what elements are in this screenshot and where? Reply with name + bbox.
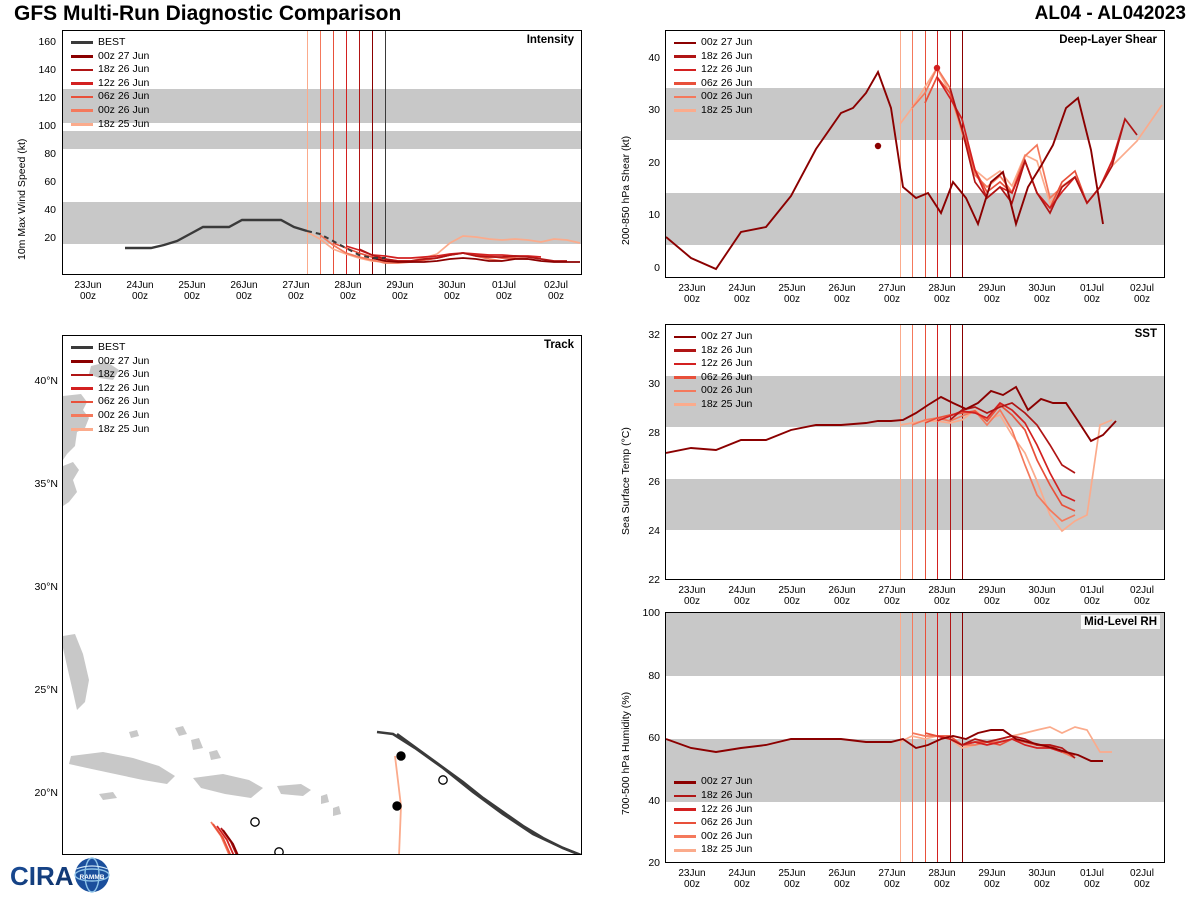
rh-xtick: 28Jun 00z [928,868,956,890]
legend-item [674,830,752,844]
legend-label: 00z 27 Jun [701,36,753,48]
legend-swatch-00z27 [674,42,696,45]
legend-label: 12z 26 Jun [98,381,150,394]
intensity-panel-label: Intensity [524,33,577,47]
legend-item [674,63,752,77]
intensity-xtick: 23Jun 00z [74,280,102,302]
legend-swatch-18z25 [674,109,696,112]
track-ytick: 40°N [34,375,58,387]
legend-swatch-12z26 [71,82,93,85]
intensity-ytick: 120 [38,92,56,104]
rh-xtick: 30Jun 00z [1028,868,1056,890]
intensity-xtick: 24Jun 00z [126,280,154,302]
track-ytick: 35°N [34,478,58,490]
shear-xtick: 24Jun 00z [728,283,756,305]
legend-item [674,50,752,64]
intensity-xtick: 28Jun 00z [334,280,362,302]
series-line-18z26jun [359,249,567,261]
track-panel-label: Track [541,338,577,352]
track-line-12z26jun [217,826,397,855]
legend-label: 18z 25 Jun [701,103,753,116]
legend-label: 00z 26 Jun [98,408,150,421]
shear-legend [674,36,752,118]
legend-label: 12z 26 Jun [701,357,753,370]
sst-xtick: 29Jun 00z [978,585,1006,607]
land-hispaniola [193,774,263,798]
intensity-ytick: 140 [38,64,56,76]
legend-item [674,357,752,371]
shear-ytick: 40 [648,52,660,64]
land-bahamas2 [191,738,203,750]
legend-label: 06z 26 Jun [701,816,753,829]
rh-ytick: 20 [648,857,660,869]
sst-ytick: 22 [648,574,660,586]
shear-xtick: 27Jun 00z [878,283,906,305]
legend-item [71,77,149,91]
legend-item [71,63,149,77]
legend-swatch-00z27 [674,336,696,339]
legend-swatch-18z26 [674,349,696,352]
legend-label: 00z 26 Jun [98,103,150,116]
legend-swatch-00z26 [674,390,696,393]
shear-xtick: 25Jun 00z [778,283,806,305]
rh-xtick: 02Jul 00z [1130,868,1154,890]
legend-label: 00z 27 Jun [98,354,150,367]
marker-12z [275,848,283,855]
legend-label: 00z 27 Jun [701,330,753,342]
legend-label: 06z 26 Jun [98,395,150,408]
legend-label: 00z 26 Jun [701,829,753,842]
track-line-best2 [377,732,582,855]
rh-xtick: 23Jun 00z [678,868,706,890]
shear-panel-label: Deep-Layer Shear [1056,33,1160,47]
series-line-18z25jun [900,727,1112,752]
shear-ytick: 30 [648,104,660,116]
shear-xtick: 26Jun 00z [828,283,856,305]
legend-item [71,90,149,104]
legend-label: 00z 26 Jun [701,90,753,103]
rh-xtick: 29Jun 00z [978,868,1006,890]
legend-swatch-18z25 [71,123,93,126]
legend-swatch-12z26 [71,387,93,390]
legend-swatch-12z26 [674,363,696,366]
header [0,0,1200,30]
legend-item [71,423,149,437]
legend-swatch-18z25 [71,428,93,431]
legend-item [674,104,752,118]
legend-label: 18z 26 Jun [701,49,753,62]
intensity-ytick: 60 [44,176,56,188]
rh-ytick: 100 [642,607,660,619]
legend-label: 12z 26 Jun [701,802,753,815]
legend-item [674,398,752,412]
legend-label: 18z 25 Jun [98,422,150,435]
cira-logo-text: CIRA [10,861,74,891]
rammb-logo-text: RAMMB [79,874,105,881]
series-line-best [125,220,307,248]
land-bahamas3 [209,750,221,760]
legend-item [674,384,752,398]
rh-xtick: 27Jun 00z [878,868,906,890]
legend-item [674,77,752,91]
shear-xtick: 28Jun 00z [928,283,956,305]
legend-item [674,36,752,50]
shear-marker-peak [934,65,940,71]
series-line-06z26jun [925,733,1075,755]
shear-xtick: 01Jul 00z [1080,283,1104,305]
legend-swatch-06z26 [674,376,696,379]
legend-swatch-18z26 [71,374,93,377]
series-line-18z25jun [900,410,1112,531]
legend-swatch-00z26 [674,96,696,99]
shear-xtick: 29Jun 00z [978,283,1006,305]
shear-ytick: 20 [648,157,660,169]
rh-xtick: 01Jul 00z [1080,868,1104,890]
legend-swatch-06z26 [71,96,93,99]
legend-item [71,409,149,423]
intensity-ytick: 80 [44,148,56,160]
legend-swatch-18z25 [674,403,696,406]
rh-plot-area [665,612,1165,863]
intensity-xtick: 26Jun 00z [230,280,258,302]
legend-item [71,36,149,50]
rh-xtick: 24Jun 00z [728,868,756,890]
track-ytick: 30°N [34,581,58,593]
sst-ytick: 24 [648,525,660,537]
legend-swatch-00z26 [674,835,696,838]
intensity-xtick: 02Jul 00z [544,280,568,302]
sst-panel-label: SST [1132,327,1160,341]
legend-label: BEST [98,341,126,353]
legend-item [71,382,149,396]
legend-label: 18z 26 Jun [98,368,150,381]
cira-logo [8,855,118,895]
legend-label: 00z 27 Jun [701,775,753,788]
marker-12z [251,818,259,826]
legend-swatch-00z27 [71,360,93,363]
sst-xtick: 28Jun 00z [928,585,956,607]
page-title: GFS Multi-Run Diagnostic Comparison [14,2,402,25]
legend-swatch-best [71,346,93,349]
legend-item [674,789,752,803]
sst-xtick: 01Jul 00z [1080,585,1104,607]
legend-swatch-18z26 [674,795,696,798]
shear-xtick: 30Jun 00z [1028,283,1056,305]
legend-swatch-06z26 [674,822,696,825]
sst-ytick: 30 [648,378,660,390]
legend-swatch-00z27 [71,55,93,58]
shear-xtick: 02Jul 00z [1130,283,1154,305]
intensity-xtick: 30Jun 00z [438,280,466,302]
land-florida [63,634,89,710]
intensity-ytick: 100 [38,120,56,132]
sst-plot-area [665,324,1165,580]
shear-ytick: 10 [648,209,660,221]
storm-id-label: AL04 - AL042023 [1034,3,1186,24]
legend-label: 06z 26 Jun [701,370,753,383]
legend-item [71,341,149,355]
rh-ytick: 80 [648,670,660,682]
legend-label: 18z 26 Jun [701,789,753,802]
legend-label: 06z 26 Jun [701,76,753,89]
land-lesser-antilles1 [321,794,329,804]
legend-item [674,843,752,857]
track-line-00z26jun [211,822,393,855]
rh-ylabel: 700-500 hPa Humidity (%) [620,691,632,815]
legend-item [71,368,149,382]
land-lesser-antilles2 [333,806,341,816]
intensity-xtick: 25Jun 00z [178,280,206,302]
track-line-18z26jun [221,828,399,855]
legend-label: 06z 26 Jun [98,90,150,103]
legend-item [71,395,149,409]
legend-label: 18z 25 Jun [98,117,150,130]
legend-swatch-00z27 [674,781,696,784]
legend-item [674,803,752,817]
sst-xtick: 26Jun 00z [828,585,856,607]
rh-legend [674,775,752,857]
intensity-plot-area [62,30,582,275]
sst-xtick: 30Jun 00z [1028,585,1056,607]
intensity-xtick: 01Jul 00z [492,280,516,302]
rh-xtick: 26Jun 00z [828,868,856,890]
sst-ylabel: Sea Surface Temp (°C) [620,427,632,535]
legend-label: 00z 26 Jun [701,384,753,397]
intensity-ylabel: 10m Max Wind Speed (kt) [16,138,28,260]
series-line-00z26jun [912,410,1075,521]
sst-ytick: 26 [648,476,660,488]
sst-xtick: 02Jul 00z [1130,585,1154,607]
sst-xtick: 27Jun 00z [878,585,906,607]
legend-item [71,104,149,118]
shear-plot-area [665,30,1165,278]
marker-12z [439,776,447,784]
land-small-island1 [129,730,139,738]
legend-label: 00z 27 Jun [98,49,150,62]
shear-ytick: 0 [654,262,660,274]
land-east-coast2 [63,462,79,506]
legend-label: 12z 26 Jun [701,63,753,76]
legend-swatch-18z25 [674,849,696,852]
rh-ytick: 40 [648,795,660,807]
track-line-06z26jun [213,824,395,855]
legend-item [674,344,752,358]
intensity-xtick: 27Jun 00z [282,280,310,302]
rh-ytick: 60 [648,732,660,744]
intensity-ytick: 20 [44,232,56,244]
marker-00z [397,752,405,760]
intensity-ytick: 160 [38,36,56,48]
land-pr [277,784,311,796]
track-plot-area [62,335,582,855]
sst-xtick: 25Jun 00z [778,585,806,607]
rh-xtick: 25Jun 00z [778,868,806,890]
track-line-best [397,734,582,855]
legend-swatch-18z26 [674,55,696,58]
legend-label: 18z 25 Jun [701,397,753,410]
legend-label: 18z 26 Jun [98,63,150,76]
legend-item [674,775,752,789]
legend-swatch-best [71,41,93,44]
track-ytick: 20°N [34,787,58,799]
track-line-18z25jun [321,756,403,855]
legend-swatch-06z26 [674,82,696,85]
legend-swatch-12z26 [674,69,696,72]
legend-item [674,330,752,344]
track-legend [71,341,149,436]
legend-item [674,816,752,830]
sst-ytick: 32 [648,329,660,341]
land-small-island2 [99,792,117,800]
legend-swatch-00z26 [71,414,93,417]
sst-ytick: 28 [648,427,660,439]
track-markers-00z [237,752,519,855]
legend-label: BEST [98,36,126,48]
legend-item [71,118,149,132]
legend-item [674,371,752,385]
legend-swatch-06z26 [71,401,93,404]
legend-label: 12z 26 Jun [98,76,150,89]
sst-xtick: 23Jun 00z [678,585,706,607]
marker-00z [393,802,401,810]
legend-item [71,355,149,369]
shear-marker-point [875,143,881,149]
legend-swatch-12z26 [674,808,696,811]
land-bahamas1 [175,726,187,736]
legend-swatch-18z26 [71,69,93,72]
sst-legend [674,330,752,412]
intensity-legend [71,36,149,131]
track-line-00z27jun [223,830,401,855]
legend-swatch-00z26 [71,109,93,112]
shear-xtick: 23Jun 00z [678,283,706,305]
intensity-ytick: 40 [44,204,56,216]
legend-label: 18z 25 Jun [701,843,753,856]
legend-item [71,50,149,64]
intensity-xtick: 29Jun 00z [386,280,414,302]
legend-item [674,90,752,104]
track-ytick: 25°N [34,684,58,696]
legend-label: 18z 26 Jun [701,343,753,356]
series-line-18z26jun [950,88,1137,213]
sst-xtick: 24Jun 00z [728,585,756,607]
land-cuba [69,752,175,784]
cira-logo-svg [8,855,118,895]
shear-ylabel: 200-850 hPa Shear (kt) [620,135,632,245]
rh-panel-label: Mid-Level RH [1081,615,1160,629]
